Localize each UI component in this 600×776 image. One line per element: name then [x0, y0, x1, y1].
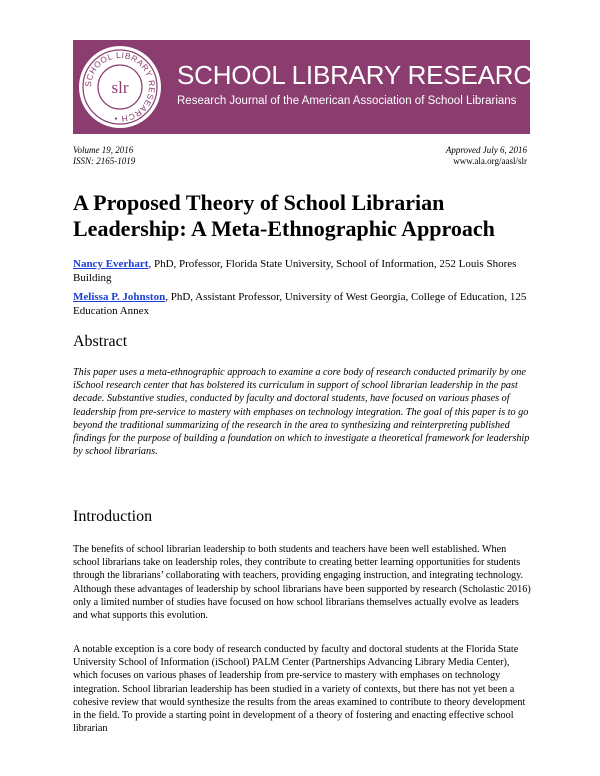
- intro-paragraph-1: The benefits of school librarian leadership to both students and teachers have been well established. When school librarians take on leadership roles, they contribute to creating better learning opportunities for students through the librarians’ collaborating with teachers, providing engaging instruction, and integrating technology. Although these advantages of leadership by school librarians have been supported by research (Scholastic 2016) only a limited number of studies have focused on how school librarians themselves actually evolve as leaders and what supports this evolution.: [73, 544, 531, 622]
- author-affiliation: , PhD, Assistant Professor, University of West Georgia, College of Education, 125 Education Annex: [73, 291, 527, 317]
- journal-subtitle: Research Journal of the American Association of School Librarians: [177, 95, 517, 107]
- author-affiliation: , PhD, Professor, Florida State University, School of Information, 252 Louis Shores Building: [73, 258, 517, 284]
- issue-info: [73, 145, 135, 167]
- intro-paragraph-2: A notable exception is a core body of research conducted by faculty and doctoral students at the Florida State University School of Information (iSchool) PALM Center (Partnerships Advancing Library Media Center), which focuses on various phases of leadership from pre-service to mastery with emphases on technology integration. School librarian leadership has been studied in a variety of contexts, but there has not yet been a cohesive review that would synthesize the results from the areas examined to contribute to theory development in the field. To provide a starting point in development of a theory of fostering and enacting effective school librarian: [73, 644, 526, 735]
- approval-info: [446, 145, 527, 167]
- abstract-text: This paper uses a meta-ethnographic approach to examine a core body of research conducted primarily by one iSchool research center that has bolstered its curriculum in support of school librarian leadership in the past decade. Substantive studies, conducted by faculty and doctoral students, have focused on various phases of leadership from pre-service to mastery with emphases on technology integration. The goal of this paper is to go beyond the traditional summarizing of the research in the area to synthesizing and reinterpreting published findings for the purpose of building a foundation on which to investigate a theoretical framework for leadership by school librarians.: [73, 367, 530, 458]
- seal-graphic: [79, 46, 161, 128]
- author-link-johnston[interactable]: Melissa P. Johnston: [73, 291, 166, 303]
- author-2: [73, 290, 528, 318]
- introduction-heading: Introduction: [73, 508, 153, 525]
- volume-text: Volume 19, 2016: [73, 145, 134, 155]
- seal-initials: slr: [111, 78, 129, 97]
- seal-ring-text: SCHOOL LIBRARY RESEARCH •: [82, 49, 158, 125]
- approved-date: Approved July 6, 2016: [445, 145, 527, 155]
- journal-name: SCHOOL LIBRARY RESEARCH: [177, 60, 551, 90]
- journal-url: www.ala.org/aasl/slr: [453, 156, 527, 166]
- abstract-heading: Abstract: [73, 333, 128, 350]
- author-1: [73, 257, 528, 285]
- author-link-everhart[interactable]: Nancy Everhart: [73, 258, 149, 270]
- issn-text: ISSN: 2165-1019: [73, 156, 136, 166]
- journal-seal: [79, 46, 161, 128]
- paper-title: A Proposed Theory of School Librarian Leadership: A Meta-Ethnographic Approach: [73, 190, 495, 241]
